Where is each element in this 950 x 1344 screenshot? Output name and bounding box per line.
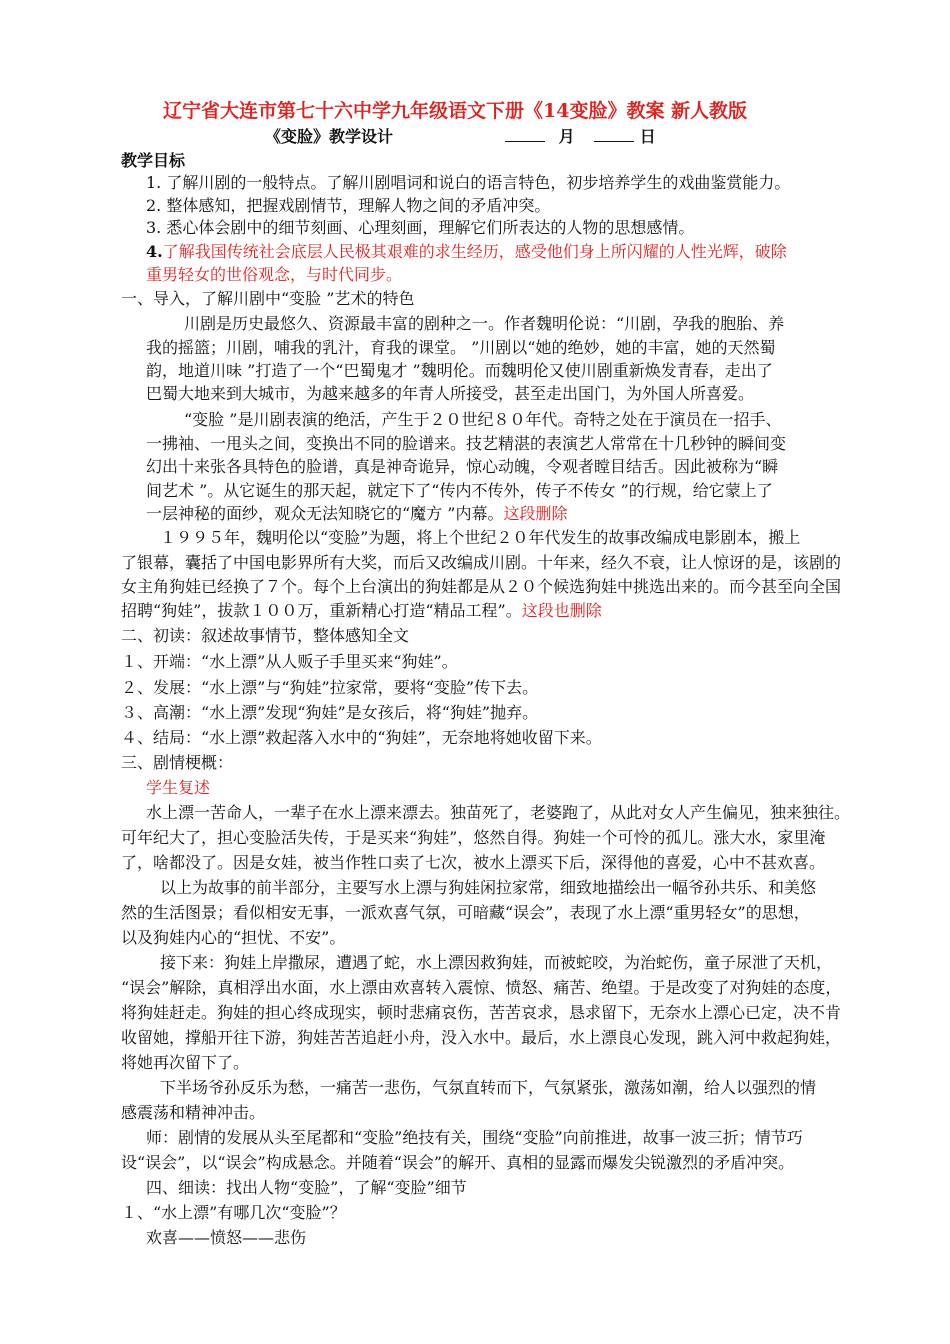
section-3-heading: 三、剧情梗概： — [121, 753, 234, 772]
paragraph-3-line-3: 女主角狗娃已经换了７个。每个上台演出的狗娃都是从２０个候选狗娃中挑选出来的。而今甚至向全国 — [121, 577, 842, 596]
section-1-heading: 一、导入，了解川剧中“变脸 ”艺术的特色 — [121, 289, 415, 308]
paragraph-3-line-2: 了银幕，囊括了中国电影界所有大奖，而后又改编成川剧。十年来，经久不衰，让人惊讶的是，该剧的 — [121, 553, 842, 572]
paragraph-5-line-1: 以上为故事的前半部分，主要写水上漂与狗娃闲拉家常，细致地描绘出一幅爷孙共乐、和美悠 — [160, 878, 817, 897]
paragraph-1-line-1: 川剧是历史最悠久、资源最丰富的剧种之一。作者魏明伦说：“川剧，孕我的胞胎、养 — [184, 314, 785, 333]
student-retell-note: 学生复述 — [146, 778, 211, 797]
paragraph-3-last-text: 招聘“狗娃”，拔款１００万，重新精心打造“精品工程”。 — [121, 601, 522, 620]
paragraph-4-line-1: 水上漂一苦命人，一辈子在水上漂来漂去。独苗死了，老婆跑了，从此对女人产生偏见，独来独往。 — [146, 803, 851, 822]
question-1-answer: 欢喜——愤怒——悲伤 — [146, 1228, 307, 1247]
objective-2: 2. 整体感知，把握戏剧情节，理解人物之间的矛盾冲突。 — [146, 196, 551, 215]
paragraph-6-line-2: “误会”解除，真相浮出水面，水上漂由欢喜转入震惊、愤怒、痛苦、绝望。于是改变了对狗娃的态度， — [121, 978, 842, 997]
paragraph-2-line-3: 幻出十来张各具特色的脸谱，真是神奇诡异，惊心动魄，令观者瞠目结舌。因此被称为“瞬 — [146, 457, 779, 476]
delete-note-2: 这段也删除 — [521, 601, 602, 620]
plot-item-1: １、开端：“水上漂”从人贩子手里买来“狗娃”。 — [121, 652, 458, 671]
paragraph-5-line-3: 以及狗娃内心的“担忧、不安”。 — [121, 928, 346, 947]
paragraph-4-line-3: 了，啥都没了。因是女娃，被当作牲口卖了七次，被水上漂买下后，深得他的喜爱，心中不甚欢喜。 — [121, 853, 826, 872]
objectives-heading: 教学目标 — [121, 151, 186, 170]
lesson-design-title — [265, 126, 393, 148]
lesson-design-label: 《变脸》教学设计 — [265, 127, 394, 146]
month-label: 月 — [558, 127, 575, 146]
paragraph-6-line-4: 收留她，撑船开往下游，狗娃苦苦追赶小舟，没入水中。最后，水上漂良心发现，跳入河中救起狗娃， — [121, 1028, 842, 1047]
paragraph-6-line-1: 接下来：狗娃上岸撒尿，遭遇了蛇，水上漂因救狗娃，而被蛇咬，为治蛇伤，童子尿泄了天机， — [160, 953, 833, 972]
paragraph-2-line-4: 间艺术 ”。从它诞生的那天起，就定下了“传内不传外，传子不传女 ”的行规，给它蒙上了 — [146, 481, 773, 500]
paragraph-2-line-2: 一拂袖、一甩头之间，变换出不同的脸谱来。技艺精湛的表演艺人常常在十几秒钟的瞬间变 — [146, 434, 787, 453]
objective-4-line-1 — [146, 241, 787, 263]
objective-4-text: 了解我国传统社会底层人民极其艰难的求生经历，感受他们身上所闪耀的人性光辉，破除 — [162, 242, 787, 261]
objective-4-number: 4. — [146, 242, 163, 261]
delete-note-1: 这段删除 — [503, 504, 568, 523]
paragraph-5-line-2: 然的生活图景；看似相安无事，一派欢喜气氛，可暗藏“误会”，表现了水上漂“重男轻女”的思想， — [121, 903, 810, 922]
month-blank — [505, 127, 545, 142]
paragraph-3-line-4 — [121, 600, 602, 622]
paragraph-2-last-text: 一层神秘的面纱，观众无法知晓它的“魔方 ”内幕。 — [146, 504, 504, 523]
paragraph-8-line-1: 师：剧情的发展从头至尾都和“变脸”绝技有关，围绕“变脸”向前推进，故事一波三折；情节巧 — [146, 1128, 803, 1147]
section-4-heading: 四、细读：找出人物“变脸”，了解“变脸”细节 — [146, 1178, 467, 1197]
plot-item-3: ３、高潮：“水上漂”发现“狗娃”是女孩后，将“狗娃”抛弃。 — [121, 703, 539, 722]
objective-4-line-2: 重男轻女的世俗观念，与时代同步。 — [146, 265, 403, 284]
paragraph-6-line-3: 将狗娃赶走。狗娃的担心终成现实，顿时悲痛哀伤，苦苦哀求，恳求留下，无奈水上漂心已定，决不肯 — [121, 1003, 842, 1022]
objective-1: 1. 了解川剧的一般特点。了解川剧唱词和说白的语言特色，初步培养学生的戏曲鉴赏能力。 — [146, 173, 791, 192]
paragraph-2-line-5 — [146, 503, 567, 525]
paragraph-7-line-2: 感震荡和精神冲击。 — [121, 1103, 266, 1122]
paragraph-8-line-2: 设“误会”，以“误会”构成悬念。并随着“误会”的解开、真相的显露而爆发尖锐激烈的矛盾冲突。 — [121, 1153, 795, 1172]
question-1: １、“水上漂”有哪几次“变脸”？ — [121, 1203, 346, 1222]
paragraph-1-line-4: 巴蜀大地来到大城市，为越来越多的年青人所接受，甚至走出国门，为外国人所喜爱。 — [146, 384, 755, 403]
paragraph-3-line-1: １９９５年，魏明伦以“变脸”为题，将上个世纪２０年代发生的故事改编成电影剧本，搬上 — [160, 528, 801, 547]
paragraph-1-line-3: 韵，地道川味 ”打造了一个“巴蜀鬼才 ”魏明伦。而魏明伦又使川剧重新焕发青春，走出了 — [146, 361, 773, 380]
section-2-heading: 二、初读：叙述故事情节，整体感知全文 — [121, 626, 410, 645]
day-blank — [594, 127, 634, 142]
paragraph-4-line-2: 可年纪大了，担心变脸活失传，于是买来“狗娃”，悠然自得。狗娃一个可怜的孤儿。涨大水，家里淹 — [121, 828, 826, 847]
paragraph-6-line-5: 将她再次留下了。 — [121, 1053, 250, 1072]
day-label: 日 — [639, 127, 656, 146]
date-line — [505, 126, 656, 148]
document-title: 辽宁省大连市第七十六中学九年级语文下册《14变脸》教案 新人教版 — [163, 100, 748, 122]
plot-item-4: ４、结局：“水上漂”救起落入水中的“狗娃”，无奈地将她收留下来。 — [121, 728, 602, 747]
paragraph-7-line-1: 下半场爷孙反乐为愁，一痛苦一悲伤，气氛直转而下，气氛紧张，激荡如潮，给人以强烈的情 — [160, 1078, 817, 1097]
paragraph-2-line-1: “变脸 ”是川剧表演的绝活，产生于２０世纪８０年代。奇特之处在于演员在一招手、 — [184, 410, 782, 429]
plot-item-2: ２、发展：“水上漂”与“狗娃”拉家常，要将“变脸”传下去。 — [121, 678, 539, 697]
objective-3: 3. 悉心体会剧中的细节刻画、心理刻画，理解它们所表达的人物的思想感情。 — [146, 218, 695, 237]
paragraph-1-line-2: 我的摇篮；川剧，哺我的乳汁，育我的课堂。 ”川剧以“她的绝妙，她的丰富，她的天然蜀 — [146, 338, 776, 357]
